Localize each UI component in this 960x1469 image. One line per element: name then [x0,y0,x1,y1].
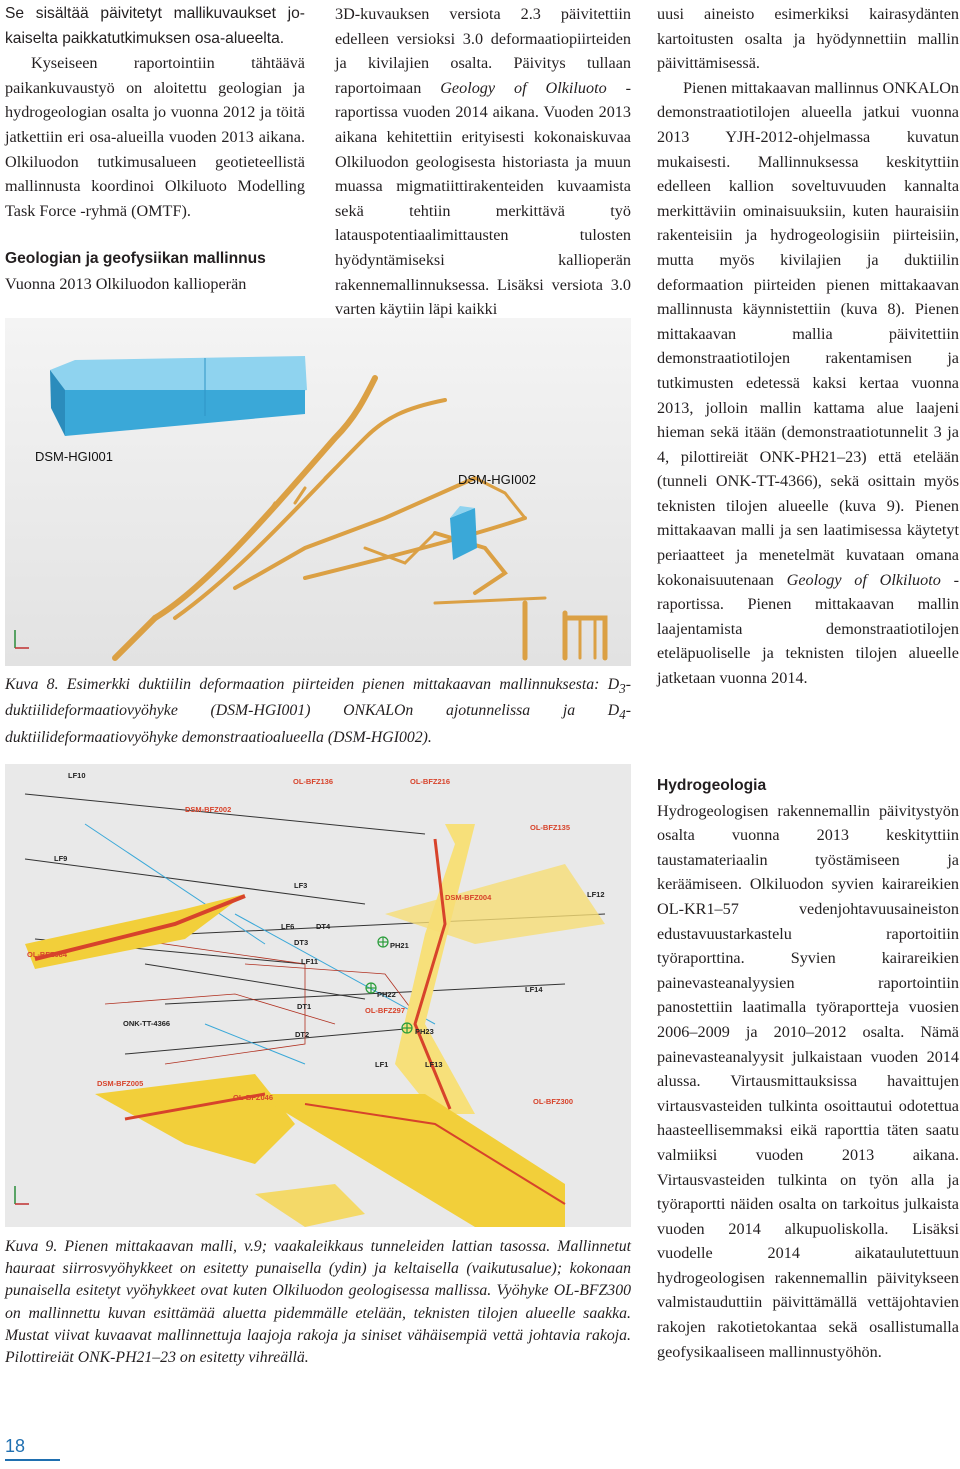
right-column [657,2,959,691]
label-ol-bfz216: OL-BFZ216 [410,777,451,786]
label-ol-bfz136: OL-BFZ136 [293,777,334,786]
label-ol-bfz297: OL-BFZ297 [365,1006,406,1015]
middle-text-a: 3D-kuvauksen versiota 2.3 päivitettiin edelleen versioksi 3.0 deformaatiopiirteiden ja kivilajien osalta. Päivitys tullaan raportoimaan [335,5,631,97]
right-column-hydrogeology [657,774,959,1364]
label-ol-bfz300: OL-BFZ300 [533,1097,574,1106]
label-ph21: PH21 [390,941,409,950]
caption-8-sub-2: 4 [619,707,626,723]
caption-8-sub-1: 3 [619,681,626,697]
label-ol-bfz084: OL-BFZ084 [27,950,68,959]
section-heading-hydrogeology: Hydrogeologia [657,777,767,794]
caption-9-text: Kuva 9. Pienen mittakaavan malli, v.9; vaakaleikkaus tunneleiden lattian tasossa. Mallinnetut hauraat siirrosvyöhykkeet on esitetty punaisella (ydin) ja keltaisella (vaikutusalue); kokonaan punaisella esitetyt vyöhykkeet ovat kuten Olkiluodon geologisessa mallissa. Vyöhyke OL-BFZ300 on mallinnettu kuvan esittämää aluetta pidemmälle etelään, teknisten tilojen alueelle saakka. Mustat viivat kuvaavat mallinnettuja laajoja rakoja ja siniset vähäisempiä vettä johtavia rakoja. Pilottireiät ONK-PH21–23 on esitetty vihreällä. [5,1238,631,1367]
label-lf6: LF6 [281,922,295,931]
caption-8-part-1: Kuva 8. Esimerkki duktiilin deformaation piirteiden pienen mittakaavan mallinnuksesta: D [5,676,620,693]
section-heading-geology: Geologian ja geofysiikan mallinnus [5,250,266,268]
label-dsm-hgi001: DSM-HGI001 [35,449,114,464]
label-onk-tt-4366: ONK-TT-4366 [123,1019,171,1028]
label-dsm-bfz004: DSM-BFZ004 [445,893,492,902]
label-dt3: DT3 [294,938,309,947]
label-dt2: DT2 [295,1030,310,1039]
label-lf12: LF12 [587,890,605,899]
figure-9-horizontal-section [5,764,631,1227]
figure-9-caption [5,1236,631,1369]
label-dt4: DT4 [316,922,331,931]
middle-text-b: -raportissa vuoden 2014 aikana. Vuoden 2013 aikana kehitettiin erityisesti kokonaiskuvaa Olkiluodon geologisesta historiasta ja muun muassa migmatiittirakenteiden kuvaamista sekä tehtiin merkittävä työ latauspotentiaalimittausten tulosten hyödyntämiseksi kallioperän rakennemallinnuksessa. Lisäksi versiota 3.0 varten käytiin läpi kaikki [335,78,632,319]
label-lf3: LF3 [294,881,308,890]
label-lf14: LF14 [525,985,543,994]
label-ol-bfz046: OL-BFZ046 [233,1093,274,1102]
label-lf9: LF9 [54,854,68,863]
label-lf11: LF11 [301,957,319,966]
right-paragraph-1: uusi aineisto esimerkiksi kairasydänten kartoitusten osalta ja hyödynnettiin mallin päivittämisessä. [657,5,959,73]
label-dsm-hgi002: DSM-HGI002 [458,472,537,487]
middle-column [335,2,631,322]
figure-8-graphic [5,318,631,666]
label-lf10: LF10 [68,771,86,780]
right-paragraph-2 [657,76,959,691]
label-lf13: LF13 [425,1060,443,1069]
report-title-emphasis: Geology of Olkiluoto [440,78,607,97]
page-number: 18 [5,1436,60,1461]
left-paragraph-1: Se sisältää päivitetyt mallikuvaukset jokaiselta paikkatutkimuksen osa-alueelta. [5,5,305,47]
right-text-b: -raportissa. Pienen mittakaavan mallin laajentamista demonstraatiotilojen eteläpuoliselle ja teknisten tilojen alueelle jatketaan vuonna 2014. [657,570,960,688]
report-title-emphasis-2: Geology of Olkiluoto [786,570,941,589]
figure-8-caption [5,674,631,749]
label-lf1: LF1 [375,1060,389,1069]
label-ol-bfz135: OL-BFZ135 [530,823,571,832]
left-column [5,2,305,297]
middle-paragraph-1 [335,2,631,322]
caption-8-part-3: -duktiilideformaatiovyöhyke demonstraatioalueella (DSM-HGI002). [5,702,631,746]
paragraph-gap [5,223,305,247]
left-paragraph-2: Kyseiseen raportointiin tähtäävä paikankuvaustyö on aloitettu geologian ja hydrogeologian osalta jo vuonna 2012 ja töitä jatkettiin eri osa-alueilla vuoden 2013 aikana. Olkiluodon tutkimusalueen geotieteellistä mallinnusta koordinoi Olkiluoto Modelling Task Force -ryhmä (OMTF). [5,54,305,220]
label-ph22: PH22 [377,990,396,999]
figure-9-graphic [5,764,631,1227]
right-text-a: Pienen mittakaavan mallinnus ONKALOn demonstraatiotilojen alueella jatkui vuonna 2013 YJH-2012-ohjelmassa kuvatun mukaisesti. Mallinnuksessa keskityttiin edelleen kallion soveltuvuuden kannalta merkittäviin ominaisuuksiin, kuten hauraisiin rakenteisiin ja hydrogeologisiin piirteisiin, mutta myös kivilajien ja duktiilin deformaation piirteiden pienen mittakaavan mallinnusta käynnistettiin (kuva 8). Pienen mittakaavan mallia päivitettiin demonstraatiotilojen rakentamisen ja tutkimusten edetessä kaksi kertaa vuonna 2013, jolloin mallin kattama alue laajeni hieman sekä itään (demonstraatiotunnelit 3 ja 4, pilottireiät ONK-PH21–23) että etelään (tunneli ONK-TT-4366), sekä osittain myös teknisten tilojen alueelle (kuva 9). Pienen mittakaavan malli ja sen laatimisessa käytetyt periaatteet ja menetelmät kuvataan omana kokonaisuutenaan [657,78,959,589]
label-dt1: DT1 [297,1002,312,1011]
label-ph23: PH23 [415,1027,434,1036]
right-paragraph-3: Hydrogeologisen rakennemallin päivitystyön osalta vuonna 2013 keskityttiin taustamateriaalin työstämiseen ja keräämiseen. Olkiluodon syvien kairareikien OL-KR1–57 vedenjohtavuusaineiston edustavuustarkastelu raportoitiin työraporttina. Syvien kairareikien painevasteanalyysien raportointiin panostettiin laatimalla työraportteja vuosien 2006–2009 ja 2010–2012 osalta. Nämä painevasteanalyysit julkaistaan vuoden 2014 alussa. Virtausmittauksissa havaittujen virtausvasteiden tulkinta osoittautui odotettua haasteellisemmaksi eikä raporttia täten saatu valmiiksi vuoden 2013 aikana. Virtausvasteiden tulkinta on työn alla ja työraportti näiden osalta on tarkoitus julkaista vuoden 2014 alkupuoliskolla. Lisäksi vuodelle 2014 aikataulutettuun hydrogeologisen rakennemallin päivitykseen valmistauduttiin päivittämällä vettäjohtavien rakojen rakotietokantaa sekä osallistumalla geofysikaaliseen mallinnustyöhön. [657,801,959,1361]
label-dsm-bfz005: DSM-BFZ005 [97,1079,144,1088]
caption-8-part-2: -duktiilideformaatiovyöhyke (DSM-HGI001) ONKALOn ajotunnelissa ja D [5,676,631,720]
label-dsm-bfz002: DSM-BFZ002 [185,805,232,814]
left-paragraph-3: Vuonna 2013 Olkiluodon kallioperän [5,274,247,293]
figure-8-3d-model [5,318,631,666]
